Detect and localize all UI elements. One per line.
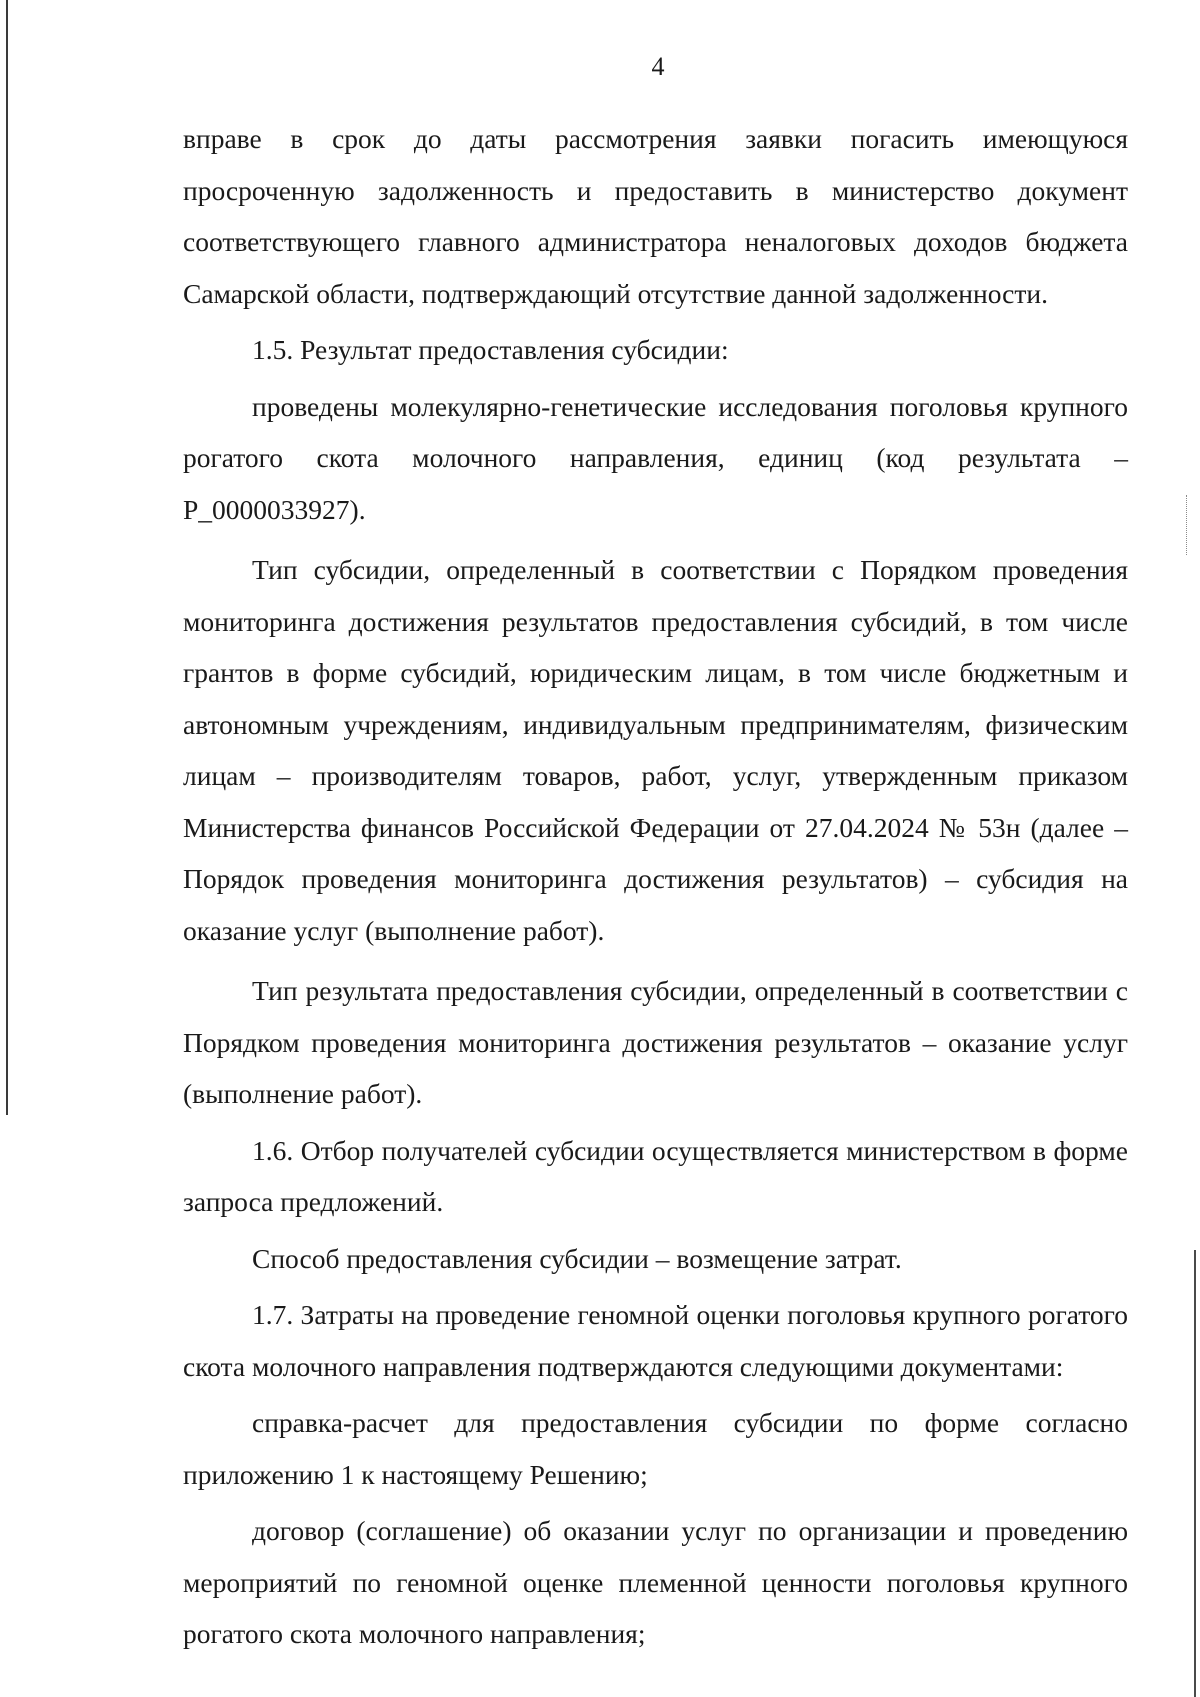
- scan-border-right: [1194, 1250, 1196, 1697]
- paragraph-result: проведены молекулярно-генетические исследования поголовья крупного рогатого скота молочного направления, единиц (код результата – P_0000033927).: [183, 390, 1128, 525]
- paragraph-section-1-7: 1.7. Затраты на проведение геномной оценки поголовья крупного рогатого скота молочного направления подтверждаются следующими документами:: [183, 1299, 1128, 1382]
- paragraph-list-item-calculation: справка-расчет для предоставления субсидии по форме согласно приложению 1 к настоящему Решению;: [183, 1407, 1128, 1490]
- paragraph-continuation: вправе в срок до даты рассмотрения заявки погасить имеющуюся просроченную задолженность и предоставить в министерство документ соответствующего главного администратора неналоговых доходов бюджета Самарской области, подтверждающий отсутствие данной задолженности.: [183, 123, 1128, 309]
- scan-border-left: [6, 0, 8, 1115]
- document-body: [183, 113, 1128, 1660]
- paragraph-section-1-5: 1.5. Результат предоставления субсидии:: [252, 334, 729, 365]
- scan-mark-right: [1186, 495, 1188, 555]
- paragraph-subsidy-type: Тип субсидии, определенный в соответствии с Порядком проведения мониторинга достижения результатов предоставления субсидий, в том числе грантов в форме субсидий, юридическим лицам, в том числе бюджетным и автономным учреждениям, индивидуальным предпринимателям, физическим лицам – производителям товаров, работ, услуг, утвержденным приказом Министерства финансов Российской Федерации от 27.04.2024 № 53н (далее – Порядок проведения мониторинга достижения результатов) – субсидия на оказание услуг (выполнение работ).: [183, 554, 1128, 946]
- paragraph-list-item-contract: договор (соглашение) об оказании услуг по организации и проведению мероприятий по геномной оценке племенной ценности поголовья крупного рогатого скота молочного направления;: [183, 1515, 1128, 1649]
- paragraph-result-type: Тип результата предоставления субсидии, определенный в соответствии с Порядком проведения мониторинга достижения результатов – оказание услуг (выполнение работ).: [183, 975, 1128, 1109]
- paragraph-method: Способ предоставления субсидии – возмещение затрат.: [252, 1242, 902, 1274]
- paragraph-section-1-6: 1.6. Отбор получателей субсидии осуществляется министерством в форме запроса предложений.: [183, 1134, 1128, 1217]
- page-number: 4: [651, 52, 665, 81]
